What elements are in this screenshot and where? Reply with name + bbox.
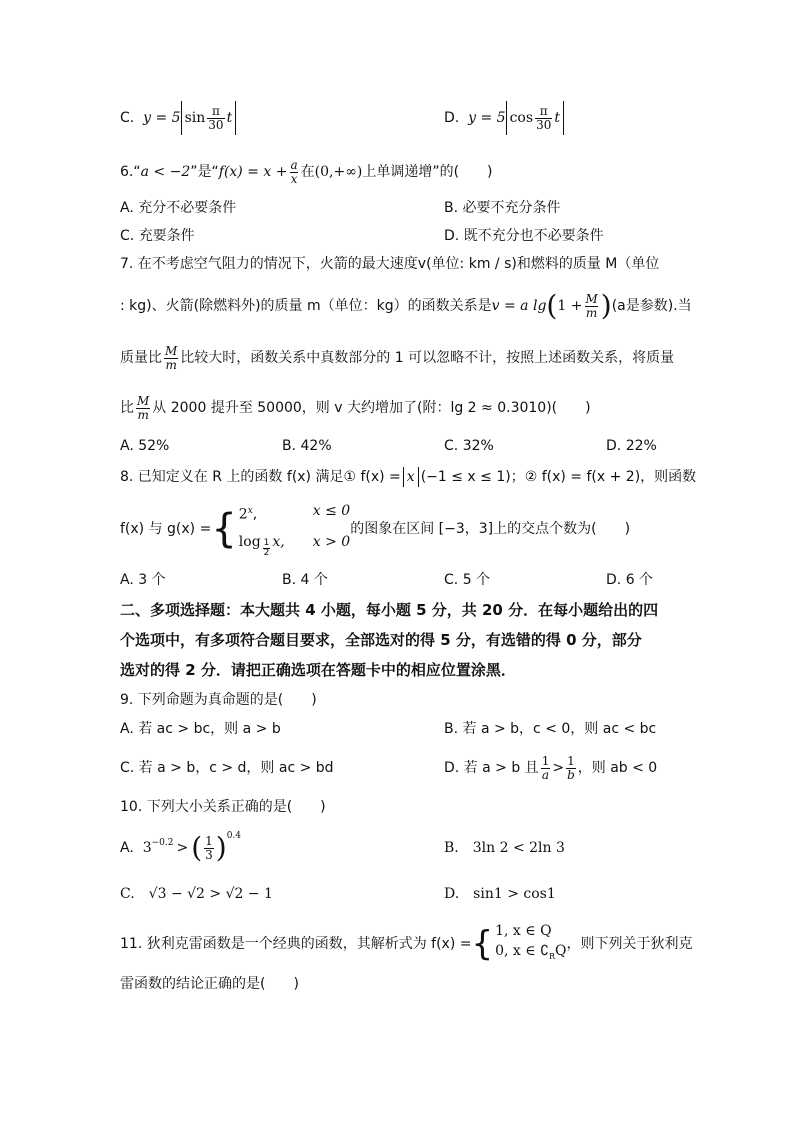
numerator: M [165,343,178,358]
numerator: 1 [263,538,270,549]
q8-option-a [120,570,166,590]
q8-line-2 [120,498,630,560]
stem-text: ，则下列关于狄利克 [566,936,693,952]
option-text: C. √3 − √2 > √2 − 1 [120,886,273,902]
fraction [566,755,576,782]
numerator: 1 [567,753,575,768]
brace: { [471,924,494,964]
exponent: x [247,505,253,516]
stem-text: 比较大时，函数关系中真数部分的 1 可以忽略不计，按照上述函数关系，将质量 [180,350,675,366]
section-2-line-3 [120,660,516,680]
option-label: A. [120,572,134,588]
subscript: R [549,951,556,961]
option-label: D. [444,228,460,244]
section-2-line-2 [120,630,642,650]
option-text: B. 3ln 2 < 2ln 3 [444,840,565,856]
absolute-value [181,101,237,135]
q10-option-d [444,884,556,904]
brace: { [211,506,237,552]
option-text: 42% [300,438,332,454]
option-text: 充分不必要条件 [138,200,237,216]
option-text: 3 个 [138,572,166,588]
denominator: 2 [263,548,270,559]
q7-option-d [606,436,657,456]
denominator: b [567,767,575,782]
q11-line-1 [120,922,693,966]
fn-name: sin [184,110,206,126]
stem-text: 从 2000 提升至 50000，则 v 大约增加了(附：lg 2 ≈ 0.3010)( ) [152,400,591,416]
q7-option-a [120,436,169,456]
option-label: B. [282,572,297,588]
numerator: π [211,103,220,118]
stem-text: 的图象在区间 [−3，3]上的交点个数为( ) [350,521,631,537]
section-heading: 二、多项选择题：本大题共 4 小题，每小题 5 分，共 20 分．在每小题给出的四 [120,601,659,619]
case-2 [495,941,566,967]
denominator: 30 [536,117,552,132]
question-number: 6. [120,164,134,180]
option-label: A. [120,438,134,454]
stem-text: (−1 ≤ x ≤ 1)；② f(x) = f(x + 2)，则函数 [420,469,697,485]
option-label: B. [444,200,459,216]
option-text: 6 个 [625,572,654,588]
operator: > [176,840,189,856]
condition: a < −2 [140,164,191,180]
option-text: 既不充分也不必要条件 [463,228,604,244]
denominator: 3 [205,847,213,862]
q9-stem [120,690,317,710]
option-label: B. [282,438,297,454]
function-expr: f(x) = x + [218,164,288,180]
q5-option-d [444,100,564,136]
denominator: 30 [208,117,224,132]
fraction [164,345,178,372]
option-text: D. 若 a > b 且 [444,760,539,776]
q6-option-d [444,226,604,246]
case-condition: x > 0 [312,533,351,550]
log-base-fraction [263,539,271,558]
numerator: M [137,393,150,408]
piecewise-cases [239,500,350,559]
denominator: m [137,407,149,422]
absolute-value [506,101,564,135]
option-text: 必要不充分条件 [462,200,561,216]
q6-option-b [444,198,561,218]
variable: t [226,110,233,126]
case-1: 1, x ∈ Q [495,923,552,940]
section-2-line-1 [120,600,658,620]
case-expr: 0, x ∈ ∁ [495,943,549,960]
case-expr: log [238,533,261,550]
section-heading: 个选项中，有多项符合题目要求，全部选对的得 5 分，有选错的得 0 分，部分 [120,631,642,649]
denominator: x [290,171,298,186]
stem-text: 7. 在不考虑空气阻力的情况下，火箭的最大速度v(单位: km / s)和燃料的质量 M（单位 [120,256,660,272]
numerator: M [585,291,598,306]
q9-option-c [120,758,334,778]
formula-text: y = 5 [468,110,506,126]
stem-text: 8. 已知定义在 R 上的函数 f(x) 满足① f(x) = [120,469,401,485]
stem-text: 上单调递增”的( ) [362,164,493,180]
option-text: B. 若 a > b，c < 0，则 ac < bc [444,721,657,737]
option-label: D. [444,110,460,126]
q7-option-b [282,436,332,456]
fraction [289,159,298,186]
case-1: 2$^x$, x ≤ 0 [239,500,350,526]
q8-option-b [282,570,328,590]
q9-option-a [120,719,281,739]
q5-option-c [120,100,236,136]
q11-line-2 [120,974,299,994]
section-heading: 选对的得 2 分．请把正确选项在答题卡中的相应位置涂黑． [120,661,516,679]
q6-option-a [120,198,236,218]
stem-text: f(x) 与 g(x) = [120,521,212,537]
denominator: m [165,357,177,372]
stem-text: “ [133,164,141,180]
formula-text: y = 5 [143,110,181,126]
stem-text: 10. 下列大小关系正确的是( ) [120,799,326,815]
variable: x, [272,533,285,550]
operator: > [552,760,565,776]
absolute-value: x [403,467,419,487]
base: 3 [142,840,152,856]
case-condition: x ≤ 0 [312,502,351,519]
stem-text: 比 [120,400,134,416]
fraction [541,755,551,782]
exponent: 0.4 [226,831,242,841]
option-text: 32% [462,438,494,454]
q8-option-d [606,570,653,590]
q8-line-1 [120,466,696,488]
fn-name: cos [509,110,534,126]
q10-option-a: A. 3 $^{-0.2}$ > ( $\frac{1}{3}$ ) $^{0.4}$ [120,826,241,870]
denominator: a [541,767,550,782]
fraction [204,835,214,862]
q7-line-4 [120,390,591,426]
numerator: a [290,157,298,172]
case-expr: 2 [238,506,248,523]
option-label: D. [606,572,622,588]
option-text: 52% [138,438,170,454]
stem-text: 质量比 [120,350,162,366]
option-text: ，则 ab < 0 [577,760,658,776]
numerator: 1 [205,833,213,848]
option-text: 22% [625,438,657,454]
option-text: 4 个 [300,572,328,588]
formula-text: v = a lg [491,298,547,314]
interval: (0,+∞) [314,164,363,180]
case-expr: Q [555,943,567,960]
q8-option-c [444,570,490,590]
numerator: π [539,103,548,118]
denominator: m [585,305,598,320]
formula-text: 1 + [557,298,583,314]
q9-option-d [444,750,657,786]
q10-stem [120,797,326,817]
fraction [535,105,552,132]
stem-text: (a是参数).当 [611,298,692,314]
q9-option-b [444,719,656,739]
option-text: 充要条件 [138,228,195,244]
numerator: 1 [541,753,550,768]
piecewise-cases [495,921,566,967]
q10-option-b [444,838,565,858]
q10-option-c [120,884,273,904]
option-label: C. [444,572,459,588]
q6-option-c [120,226,195,246]
option-text: D. sin1 > cos1 [444,886,556,902]
exponent: −0.2 [151,838,174,848]
option-label: A. [120,200,134,216]
fraction [584,293,598,320]
q7-line-2: : kg)、火箭(除燃料外)的质量 m（单位：kg）的函数关系是 v = a lg ( 1 + $\frac{M}{m}$ ) (a是参数).当 [120,289,692,322]
stem-text: ”是“ [190,164,219,180]
option-label: A. [120,840,134,856]
fraction [136,395,150,422]
q6-stem [120,156,493,188]
option-text: 5 个 [462,572,491,588]
option-text: C. 若 a > b，c > d，则 ac > bd [120,760,334,776]
fraction [207,105,224,132]
case-2 [239,525,350,558]
option-label: C. [444,438,459,454]
variable: t [554,110,560,126]
stem-text: 雷函数的结论正确的是( ) [120,976,299,992]
option-label: C. [120,110,135,126]
stem-text: 9. 下列命题为真命题的是( ) [120,692,317,708]
q7-option-c [444,436,494,456]
q7-line-1 [120,254,659,274]
option-label: D. [606,438,622,454]
stem-text: : kg)、火箭(除燃料外)的质量 m（单位：kg）的函数关系是 [120,298,492,314]
stem-text: 11. 狄利克雷函数是一个经典的函数，其解析式为 f(x) = [120,936,472,952]
stem-text: 在 [300,164,315,180]
option-label: C. [120,228,135,244]
option-text: A. 若 ac > bc，则 a > b [120,721,281,737]
q7-line-3 [120,340,674,376]
